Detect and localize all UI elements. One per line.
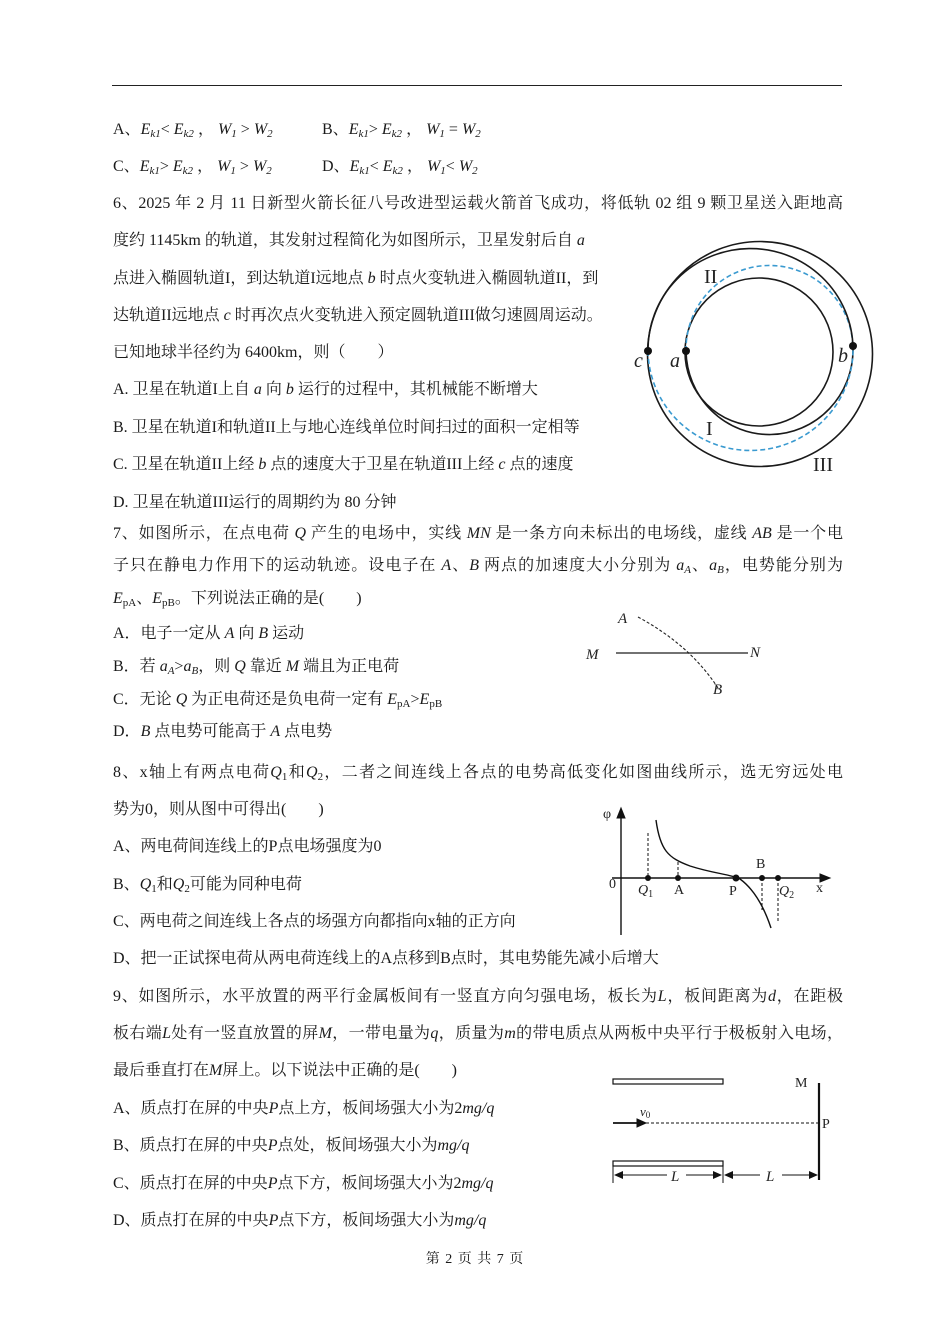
text-run: 1	[151, 883, 157, 895]
text-run: 最后垂直打在	[113, 1062, 210, 1079]
text-run: k2	[182, 165, 194, 177]
text-run: 度约 1145km 的轨道，其发射过程简化为如图所示，卫星发射后自	[113, 232, 577, 249]
point-b	[849, 342, 857, 350]
text-run: b	[367, 270, 376, 287]
lower-plate	[613, 1161, 723, 1166]
text-run: 点处，板间场强大小为	[277, 1137, 438, 1154]
text-run: E	[419, 691, 430, 708]
label-v0: v0	[640, 1104, 651, 1120]
text-run: C. 卫星在轨道II上经	[113, 456, 259, 473]
text-run: 2	[267, 128, 273, 140]
text-run: E	[140, 121, 151, 138]
text-run: 1	[231, 128, 237, 140]
label-B: B	[713, 682, 723, 698]
text-run: A、质点打在屏的中央	[113, 1100, 269, 1117]
text-run: <	[160, 121, 174, 138]
text-run: ，在距极	[775, 988, 843, 1005]
text-run: W	[458, 158, 473, 175]
text-run: E	[387, 691, 398, 708]
text-run: 运行的过程中，其机械能不断增大	[293, 381, 538, 398]
point-c	[644, 347, 652, 355]
text-run: C、	[113, 158, 140, 175]
text-run: W	[217, 121, 232, 138]
v0-arrow-head	[637, 1119, 646, 1127]
text-run: B、	[322, 121, 349, 138]
text-run: mg/q	[462, 1100, 495, 1117]
text-run: D. 卫星在轨道III运行的周期约为 80 分钟	[113, 494, 397, 511]
text-run: mg/q	[454, 1212, 487, 1229]
text-run: 子只在静电力作用下的运动轨迹。设电子在	[113, 557, 442, 574]
text-run: 时点火变轨进入椭圆轨道II，到	[375, 270, 599, 287]
text-run: Q	[175, 691, 188, 708]
text-run: D、质点打在屏的中央	[113, 1212, 269, 1229]
text-run: k2	[391, 128, 403, 140]
text-run: P	[267, 1137, 278, 1154]
text-run: a	[709, 557, 718, 574]
text-run: mg/q	[461, 1175, 494, 1192]
text-run: b	[285, 381, 294, 398]
text-run: >	[235, 158, 253, 175]
text-run: B	[469, 557, 480, 574]
text-run: a	[183, 658, 192, 675]
text-run: 处有一竖直放置的屏	[170, 1025, 319, 1042]
text-run: k1	[359, 165, 370, 177]
text-run: E	[139, 158, 150, 175]
text-run: 点下方，板间场强大小为2	[277, 1175, 462, 1192]
text-run: E	[113, 590, 123, 607]
text-run: A．电子一定从	[113, 625, 225, 642]
point-Q2	[775, 875, 781, 881]
text-run: E	[348, 121, 359, 138]
point-a	[682, 347, 690, 355]
text-run: 8、x轴上有两点电荷	[113, 764, 271, 781]
text-run: B	[717, 564, 724, 576]
label-M: M	[586, 647, 599, 663]
text-run: C、质点打在屏的中央	[113, 1175, 268, 1192]
text-run: A. 卫星在轨道I上自	[113, 381, 254, 398]
text-run: D、把一正试探电荷从两电荷连线上的A点移到B点时，其电势能先减小后增大	[113, 950, 659, 967]
text-run: 是一个电	[771, 525, 843, 542]
text-run: P	[267, 1175, 278, 1192]
phi-axis-arrow	[617, 808, 625, 818]
text-run: 可能为同种电荷	[189, 876, 302, 893]
text-run: a	[576, 232, 585, 249]
text-run: k1	[358, 128, 369, 140]
text-run: 点的速度大于卫星在轨道III上经	[266, 456, 499, 473]
text-run: ，	[193, 121, 218, 138]
label-L-plate: L	[671, 1169, 680, 1185]
text-run: 点上方，板间场强大小为2	[278, 1100, 463, 1117]
text-run: A、两电荷间连线上的P点电场强度为0	[113, 838, 382, 855]
text-run: 1	[230, 165, 236, 177]
text-run: 9、如图所示，水平放置的两平行金属板间有一竖直方向匀强电场，板长为	[113, 988, 658, 1005]
text-run: pA	[397, 698, 411, 710]
text-run: B	[140, 723, 151, 740]
text-run: A	[270, 723, 281, 740]
text-run: 点电势可能高于	[150, 723, 271, 740]
label-L-gap: L	[766, 1169, 775, 1185]
point-Q1	[645, 875, 651, 881]
text-run: 和	[287, 764, 307, 781]
text-run: Q	[270, 764, 282, 781]
text-run: k1	[150, 128, 161, 140]
text-run: A	[167, 665, 175, 677]
text-run: a	[253, 381, 262, 398]
text-run: >	[159, 158, 173, 175]
label-screen-M: M	[795, 1076, 808, 1091]
text-run: 时再次点火变轨进入预定圆轨道III做匀速圆周运动。	[230, 307, 603, 324]
text-run: 1	[281, 771, 288, 783]
upper-plate	[613, 1079, 723, 1084]
text-run: =	[444, 121, 462, 138]
text-run: pB	[429, 698, 443, 710]
text-run: 2	[317, 771, 324, 783]
text-run: >	[174, 658, 184, 675]
text-run: ，一带电量为	[331, 1025, 431, 1042]
text-run: 、	[691, 557, 710, 574]
text-run: 、	[451, 557, 470, 574]
text-run: Q	[172, 876, 185, 893]
text-run: d	[767, 988, 776, 1005]
text-run: B	[258, 625, 269, 642]
text-run: 点的速度	[505, 456, 574, 473]
text-run: pB	[162, 597, 175, 609]
text-run: 屏上。以下说法中正确的是( )	[222, 1062, 458, 1079]
text-run: M	[318, 1025, 332, 1042]
label-Q1: $Q_1$	[638, 883, 654, 900]
label-c: c	[634, 350, 643, 372]
text-run: Q	[306, 764, 318, 781]
potential-graph	[612, 808, 830, 935]
text-run: A	[441, 557, 452, 574]
text-run: <	[369, 158, 383, 175]
text-run: c	[223, 307, 231, 324]
text-run: 2	[475, 128, 481, 140]
text-run: ，	[193, 158, 218, 175]
text-run: Q	[234, 658, 246, 675]
text-run: ，则	[198, 658, 235, 675]
text-run: 6、2025 年 2 月 11 日新型火箭长征八号改进型运载火箭首飞成功，将低轨 02 组 9 颗卫星送入距地高	[113, 195, 843, 212]
text-run: b	[258, 456, 267, 473]
text-run: a	[159, 658, 168, 675]
text-run: 是一条方向未标出的电场线，虚线	[490, 525, 753, 542]
label-screen-P: P	[822, 1117, 830, 1132]
text-run: W	[217, 158, 231, 175]
text-run: 靠近	[245, 658, 286, 675]
label-zero: 0	[609, 877, 616, 892]
text-run: MN	[466, 525, 491, 542]
text-run: B	[191, 665, 199, 677]
label-a: a	[670, 350, 680, 372]
label-I: I	[706, 418, 713, 440]
text-run: 和	[156, 876, 173, 893]
text-run: AB	[752, 525, 772, 542]
text-run: >	[410, 691, 420, 708]
text-run: k2	[392, 165, 403, 177]
text-run: k1	[149, 165, 160, 177]
text-run: 两点的加速度大小分别为	[479, 557, 677, 574]
text-run: C、两电荷之间连线上各点的场强方向都指向x轴的正方向	[113, 913, 516, 930]
text-run: ，质量为	[438, 1025, 505, 1042]
text-run: m	[504, 1025, 516, 1042]
page-footer: 第 2 页 共 7 页	[425, 1252, 525, 1267]
label-b: b	[838, 345, 848, 367]
text-run: D．	[113, 723, 141, 740]
text-run: 向	[234, 625, 259, 642]
text-run: pA	[122, 597, 137, 609]
text-run: k2	[183, 128, 194, 140]
text-run: 、	[136, 590, 153, 607]
text-run: 点进入椭圆轨道I，到达轨道I远地点	[113, 270, 368, 287]
text-run: W	[253, 121, 268, 138]
orbit-II-upper	[648, 249, 853, 351]
text-run: 向	[261, 381, 286, 398]
text-run: ，	[402, 158, 427, 175]
text-run: B. 卫星在轨道I和轨道II上与地心连线单位时间扫过的面积一定相等	[113, 419, 580, 436]
text-run: 2	[472, 165, 478, 177]
text-run: ，	[402, 121, 427, 138]
label-x: x	[816, 881, 823, 896]
text-run: mg/q	[437, 1137, 470, 1154]
label-III: III	[813, 454, 833, 476]
text-run: 已知地球半径约为 6400km，则（ ）	[113, 344, 394, 361]
text-run: 2	[184, 883, 190, 895]
plates-diagram	[613, 1079, 819, 1183]
text-run: L	[162, 1025, 171, 1042]
text-run: 点电势	[280, 723, 333, 740]
text-run: ，电势能分别为	[723, 557, 843, 574]
text-run: >	[236, 121, 254, 138]
text-run: D、	[322, 158, 350, 175]
label-A-point: A	[674, 883, 685, 898]
text-run: L	[657, 988, 667, 1005]
text-run: A	[224, 625, 235, 642]
text-run: M	[285, 658, 300, 675]
text-run: E	[382, 158, 393, 175]
text-run: c	[498, 456, 506, 473]
point-P	[733, 875, 740, 882]
text-run: B、质点打在屏的中央	[113, 1137, 268, 1154]
text-run: 板右端	[113, 1025, 163, 1042]
text-run: ，二者之间连线上各点的电势高低变化如图曲线所示，选无穷远处电	[323, 764, 843, 781]
text-run: 产生的电场中，实线	[306, 525, 467, 542]
text-run: >	[368, 121, 382, 138]
text-run: P	[268, 1100, 279, 1117]
text-run: A	[684, 564, 692, 576]
text-run: E	[152, 590, 163, 607]
text-run: 的带电质点从两板中央平行于极板射入电场，	[515, 1025, 843, 1042]
earth-circle	[685, 278, 833, 426]
potential-curve	[656, 820, 771, 928]
text-run: E	[173, 121, 184, 138]
label-A: A	[618, 611, 628, 627]
text-run: 端且为正电荷	[299, 658, 400, 675]
text-run: 运动	[268, 625, 305, 642]
text-run: W	[426, 121, 440, 138]
text-run: 点下方，板间场强大小为	[278, 1212, 455, 1229]
text-run: W	[461, 121, 476, 138]
text-run: W	[252, 158, 267, 175]
label-N: N	[750, 645, 761, 661]
text-run: 1	[440, 165, 446, 177]
text-run: B．若	[113, 658, 160, 675]
text-run: 达轨道II远地点	[113, 307, 224, 324]
text-run: a	[676, 557, 685, 574]
text-run: <	[445, 158, 459, 175]
point-A	[675, 875, 681, 881]
label-P-point: P	[729, 884, 737, 899]
text-run: 势为0，则从图中可得出( )	[113, 801, 324, 818]
text-run: ，板间距离为	[666, 988, 768, 1005]
text-run: A、	[113, 121, 141, 138]
label-II: II	[704, 266, 718, 288]
text-run: C．无论	[113, 691, 176, 708]
text-run: Q	[294, 525, 307, 542]
text-run: 7、如图所示，在点电荷	[113, 525, 295, 542]
text-run: E	[381, 121, 392, 138]
text-run: E	[349, 158, 360, 175]
point-B	[759, 875, 765, 881]
text-run: P	[268, 1212, 279, 1229]
label-Q2: $Q_2$	[779, 884, 795, 901]
text-run: E	[172, 158, 183, 175]
label-phi: φ	[603, 807, 612, 822]
text-run: B、	[113, 876, 140, 893]
text-run: q	[430, 1025, 439, 1042]
text-run: 。下列说法正确的是( )	[174, 590, 362, 607]
text-run: Q	[139, 876, 152, 893]
label-B-point: B	[756, 857, 766, 872]
text-run: 为正电荷还是负电荷一定有	[187, 691, 388, 708]
field-line-diagram	[616, 617, 748, 688]
text-run: 1	[439, 128, 445, 140]
text-run: W	[426, 158, 441, 175]
text-run: M	[209, 1062, 223, 1079]
text-run: 2	[266, 165, 272, 177]
